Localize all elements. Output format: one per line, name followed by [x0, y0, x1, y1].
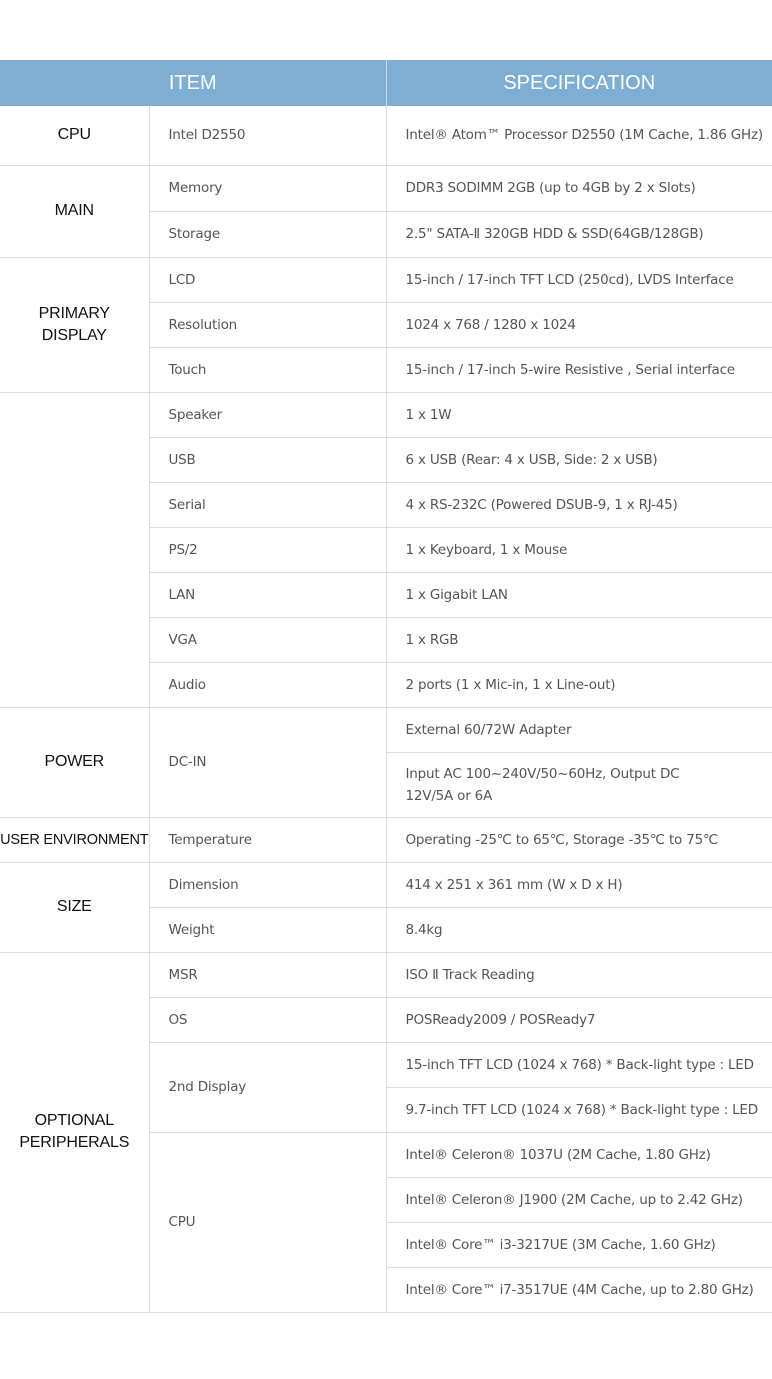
table-row	[0, 862, 772, 907]
category-cpu: CPU	[0, 106, 149, 165]
spec-serial: 4 x RS-232C (Powered DSUB-9, 1 x RJ-45)	[386, 482, 772, 527]
spec-ps2: 1 x Keyboard, 1 x Mouse	[386, 527, 772, 572]
category-power: POWER	[0, 707, 149, 817]
table-row	[0, 817, 772, 862]
spec-resolution: 1024 x 768 / 1280 x 1024	[386, 302, 772, 347]
spec-memory: DDR3 SODIMM 2GB (up to 4GB by 2 x Slots)	[386, 165, 772, 211]
spec-storage: 2.5" SATA-Ⅱ 320GB HDD & SSD(64GB/128GB)	[386, 211, 772, 257]
spec-lan: 1 x Gigabit LAN	[386, 572, 772, 617]
item-ps2: PS/2	[149, 527, 386, 572]
item-memory: Memory	[149, 165, 386, 211]
table-row	[0, 392, 772, 437]
item-lan: LAN	[149, 572, 386, 617]
category-optional-peripherals: OPTIONAL PERIPHERALS	[0, 952, 149, 1312]
item-msr: MSR	[149, 952, 386, 997]
spec-power-input: Input AC 100~240V/50~60Hz, Output DC 12V/5A or 6A	[386, 752, 772, 817]
item-weight: Weight	[149, 907, 386, 952]
spec-vga: 1 x RGB	[386, 617, 772, 662]
spec-lcd: 15-inch / 17-inch TFT LCD (250cd), LVDS Interface	[386, 257, 772, 302]
item-usb: USB	[149, 437, 386, 482]
spec-power-adapter: External 60/72W Adapter	[386, 707, 772, 752]
spec-2nd-display-15: 15-inch TFT LCD (1024 x 768) * Back-light type : LED	[386, 1042, 772, 1087]
spec-audio: 2 ports (1 x Mic-in, 1 x Line-out)	[386, 662, 772, 707]
category-user-environment: USER ENVIRONMENT	[0, 817, 149, 862]
item-os: OS	[149, 997, 386, 1042]
category-size: SIZE	[0, 862, 149, 952]
spec-usb: 6 x USB (Rear: 4 x USB, Side: 2 x USB)	[386, 437, 772, 482]
spec-optional-cpu-i7: Intel® Core™ i7-3517UE (4M Cache, up to 2.80 GHz)	[386, 1267, 772, 1312]
spec-table	[0, 60, 772, 1313]
spec-os: POSReady2009 / POSReady7	[386, 997, 772, 1042]
spec-optional-cpu-i3: Intel® Core™ i3-3217UE (3M Cache, 1.60 GHz)	[386, 1222, 772, 1267]
item-audio: Audio	[149, 662, 386, 707]
item-touch: Touch	[149, 347, 386, 392]
item-optional-cpu: CPU	[149, 1132, 386, 1312]
spec-touch: 15-inch / 17-inch 5-wire Resistive , Serial interface	[386, 347, 772, 392]
table-row	[0, 952, 772, 997]
item-cpu-model: Intel D2550	[149, 106, 386, 165]
table-row	[0, 165, 772, 211]
item-lcd: LCD	[149, 257, 386, 302]
item-dc-in: DC-IN	[149, 707, 386, 817]
table-row	[0, 707, 772, 752]
spec-2nd-display-9-7: 9.7-inch TFT LCD (1024 x 768) * Back-light type : LED	[386, 1087, 772, 1132]
item-vga: VGA	[149, 617, 386, 662]
spec-dimension: 414 x 251 x 361 mm (W x D x H)	[386, 862, 772, 907]
spec-weight: 8.4kg	[386, 907, 772, 952]
table-row	[0, 106, 772, 165]
spec-optional-cpu-1037u: Intel® Celeron® 1037U (2M Cache, 1.80 GHz)	[386, 1132, 772, 1177]
item-serial: Serial	[149, 482, 386, 527]
category-io	[0, 392, 149, 707]
category-primary-display: PRIMARY DISPLAY	[0, 257, 149, 392]
item-resolution: Resolution	[149, 302, 386, 347]
item-storage: Storage	[149, 211, 386, 257]
item-dimension: Dimension	[149, 862, 386, 907]
spec-msr: ISO Ⅱ Track Reading	[386, 952, 772, 997]
spec-temperature: Operating -25℃ to 65℃, Storage -35℃ to 75℃	[386, 817, 772, 862]
item-temperature: Temperature	[149, 817, 386, 862]
spec-cpu-model: Intel® Atom™ Processor D2550 (1M Cache, 1.86 GHz)	[386, 106, 772, 165]
table-row	[0, 257, 772, 302]
item-speaker: Speaker	[149, 392, 386, 437]
table-header-row	[0, 60, 772, 106]
header-specification: SPECIFICATION	[386, 60, 772, 106]
spec-optional-cpu-j1900: Intel® Celeron® J1900 (2M Cache, up to 2.42 GHz)	[386, 1177, 772, 1222]
category-main: MAIN	[0, 165, 149, 257]
spec-speaker: 1 x 1W	[386, 392, 772, 437]
item-2nd-display: 2nd Display	[149, 1042, 386, 1132]
header-item: ITEM	[0, 60, 386, 106]
